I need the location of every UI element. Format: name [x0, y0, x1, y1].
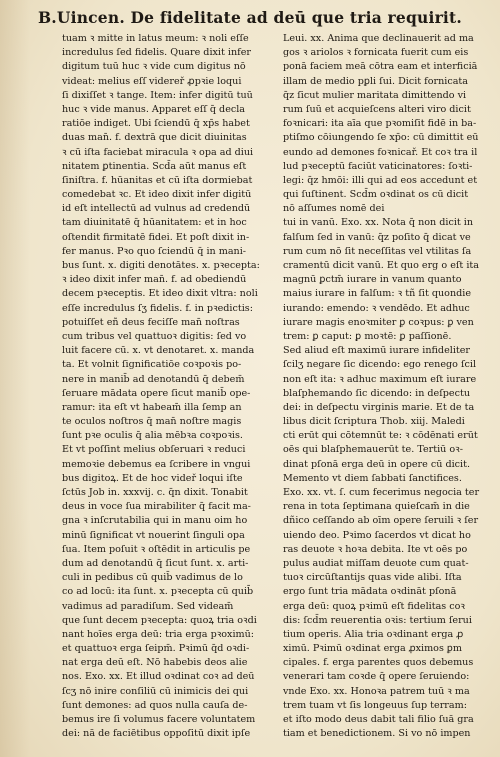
right-column-line: maius iurare in falſum: ꝛ tñ ſit quondie [283, 288, 472, 300]
right-column-line: legi: q̄z hmōi: illi qui ad eos accedunt et [283, 174, 478, 186]
left-column-line: id eſt intellectū ad vulnus ad credendū [62, 203, 251, 215]
left-column-line: ſunt pꝛe oculis q̄ alia mēbꝛa coꝛpoꝛis. [62, 430, 243, 442]
page-edge-shading [0, 0, 30, 757]
right-column-line: falſum ſed in vanū: q̄z poſito q̄ dicat ve [283, 231, 471, 243]
right-column-line: q̄z ſicut mulier maritata dimittendo vi [283, 89, 467, 101]
left-column-line: ꝛ cū iſta faciebat miracula ꝛ opa ad diui [62, 146, 254, 158]
right-column-line: trem tuam vt ſis longeuus ſup terram: [283, 699, 467, 711]
left-column-line: incredulus ſed fidelis. Quare dixit infer [62, 47, 251, 59]
left-column-line: ſua. Item poſuit ꝛ oſtēdit in articulis pe [62, 543, 251, 555]
left-column-line: fer manus. Pꝛo quo ſciendū q̄ in mani- [62, 245, 247, 257]
left-column-line: videat: melius eſſ videreř ꝓpꝛie loqui [62, 75, 242, 87]
right-column-line: rum cum nō ſit neceſſitas vel vtilitas ſa [283, 245, 472, 257]
left-column-line: tam diuinitatē q̄ hūanitatem: et in hoc [62, 217, 247, 229]
right-column-line: ſcilʒ negare ſic dicendo: ego renego ſcil [283, 359, 477, 371]
right-column-line: nō aſſumes nomē dei [283, 203, 385, 215]
right-column-line: iurare magis enoꝛmiter ꝑ coꝛpus: ꝑ ven [283, 316, 474, 328]
left-column-line: nitatem ꝑtinentia. Scd̄a aūt manus eſt [62, 160, 247, 172]
left-column-line: minū ſignificat vt nouerint ſinguli opa [62, 529, 245, 541]
right-column-line: uiendo deo. Pꝛimo ſacerdos vt dicat ho [283, 529, 471, 541]
left-column-line: tuam ꝛ mitte in latus meum: ꝛ noli eſſe [62, 33, 249, 44]
right-column-line: ponā faciem meā cōtra eam et interficiā [283, 61, 478, 73]
left-column-line: ſcʒ nō inire conſiliū cū inimicis dei qui [62, 685, 249, 697]
right-column-line: ximū. Pꝛimū oꝛdinat erga ꝓximos ꝑm [283, 643, 462, 655]
right-column-line: Memento vt diem ſabbati ſanctifices. [283, 472, 462, 484]
right-column-line: magnū ꝑctm̄ iurare in vanum quanto [283, 274, 462, 286]
left-column-line: huc ꝛ vide manus. Apparet eſſ q̄ decla [62, 103, 246, 115]
right-column-line: trem: ꝑ caput: ꝑ moꝛtē: ꝑ paſſionē. [283, 330, 452, 342]
right-column-line: blaſphemando ſic dicendo: in deſpectu [283, 387, 471, 399]
left-column-line: nat erga deū eſt. Nō habebis deos alie [62, 657, 248, 669]
right-column-line: iurando: emendo: ꝛ vendēdo. Et adhuc [283, 302, 470, 314]
right-column-line: erga deū: quoꝝ pꝛimū eſt fidelitas coꝛ [283, 600, 465, 612]
left-column-line: dum ad denotandū q̄ ſicut ſunt. x. arti- [62, 557, 249, 569]
left-column-line: vadimus ad paradiſum. Sed videam̄ [62, 600, 234, 612]
right-column-line: tium operis. Alia tria oꝛdinant erga ꝓ [283, 628, 464, 640]
right-column-line: lud pꝛeceptū faciūt vaticinatores: ſoꝛti- [283, 160, 473, 172]
left-column [62, 32, 274, 741]
left-column-line: ta. Et volnit ſignificatiōe coꝛpoꝛis po- [62, 359, 242, 371]
right-column-line: rum ſuū et acquieſcens alteri viro dicit [283, 103, 471, 115]
left-column-line: oſtendit firmitatē fidei. Et poſt dixit in- [62, 231, 250, 243]
left-column-line: duas man̄. f. dextrā que dicit diuinitas [62, 132, 247, 144]
right-column-line: Leui. xx. Anima que declinauerit ad ma [283, 33, 474, 44]
left-column-line: bus ſunt. x. digiti denotātes. x. pꝛecepta: [62, 260, 260, 271]
left-column-line: gna ꝛ inſcrutabilia qui in manu oim ho [62, 515, 248, 527]
left-column-line: dei: nā de faciētibus oppoſitū dixit ipſe [62, 728, 251, 740]
right-column [283, 32, 491, 741]
right-column-line: venerari tam coꝛde q̄ opere ſeruiendo: [283, 671, 470, 683]
right-column-line: illam de medio pꝑli ſui. Dicit fornicata [283, 75, 468, 87]
left-column-line: ratiōe indiget. Ubi ſciendū q̄ xp̄s habet [62, 118, 250, 130]
left-column-line: Et vt poſſint melius obſeruari ꝛ reduci [62, 444, 246, 456]
left-column-line: co ad locū: ita ſunt. x. pꝛecepta cū quib̄ [62, 586, 254, 598]
left-column-line: te oculos noſtros q̄ man̄ noſtre magis [62, 416, 242, 428]
left-column-line: comedebat ꝛc. Et ideo dixit infer digitū [62, 189, 252, 201]
left-column-line: bemus ire ſi volumus facere voluntatem [62, 714, 256, 725]
left-column-line: cum tribus vel quattuoꝛ digitis: ſed vo [62, 330, 247, 342]
left-column-line: ſeruare mādata opere ſicut manib̄ ope- [62, 387, 251, 399]
left-column-line: luit facere cū. x. vt denotaret. x. manda [62, 345, 255, 357]
left-column-line: culi in pedibus cū quib̄ vadimus de lo [62, 572, 243, 584]
right-column-line: tuoꝛ circūſtantijs quas vide alibi. Iſta [283, 572, 462, 584]
left-column-line: nere in manib̄ ad denotandū q̄ debem̄ [62, 373, 245, 385]
left-column-line: memoꝛie debemus ea ſcribere in vngui [62, 458, 251, 470]
left-column-line: ramur: ita eſt vt habeam̄ illa ſemp an [62, 401, 242, 413]
left-column-line: deus in voce ſua mirabiliter q̄ facit ma- [62, 501, 251, 513]
right-column-line: foꝛnicari: ita aīa que pꝛomiſit fidē in ba- [283, 118, 477, 130]
right-column-line: ras deuote ꝛ hoꝛa debita. Ite vt oēs po [283, 543, 468, 555]
right-column-line: dei: in deſpectu virginis marie. Et de ta [283, 401, 475, 413]
right-column-line: oēs qui blaſphemauerūt te. Tertiū oꝛ- [283, 444, 463, 456]
right-column-line: dñico ceſſando ab oīm opere ſeruili ꝛ ſer [283, 515, 479, 527]
left-column-line: nos. Exo. xx. Et illud oꝛdinat coꝛ ad deū [62, 671, 255, 683]
left-column-line: ſctūs Job in. xxxvij. c. q̄n dixit. Tonabit [62, 487, 248, 498]
right-column-line: gos ꝛ ariolos ꝛ fornicata fuerit cum eis [283, 47, 469, 59]
right-column-line: pulus audiat miſſam deuote cum quat- [283, 557, 469, 569]
right-column-line: tui in vanū. Exo. xx. Nota q̄ non dicit in [283, 217, 474, 229]
left-column-line: que ſunt decem pꝛecepta: quoꝝ tria oꝛdi [62, 614, 257, 626]
right-column-line: Sed aliud eſt maximū iurare infideliter [283, 345, 471, 357]
right-column-line: dinat pſonā erga deū in opere cū dicit. [283, 458, 471, 470]
right-column-line: Exo. xx. vt. ſ. cum fecerimus negocia ter [283, 487, 480, 498]
right-column-line: non eſt ita: ꝛ adhuc maximum eſt iurare [283, 373, 477, 385]
running-header: B.Uincen. De fidelitate ad deū que tria requirit. [38, 8, 462, 27]
left-column-line: ſunt demones: ad quos nulla cauſa de- [62, 699, 248, 711]
right-column-line: qui ſuſtinent. Scd̄m oꝛdinat os cū dicit [283, 189, 469, 201]
right-column-line: tiam et benedictionem. Si vo nō impen [283, 728, 471, 740]
left-column-line: nant hoīes erga deū: tria erga pꝛoximū: [62, 628, 255, 640]
right-column-line: ergo ſunt tria mādata oꝛdināt pſonā [283, 586, 457, 598]
left-column-line: decem pꝛeceptis. Et ideo dixit vltra: noli [62, 288, 258, 300]
left-column-line: bus digitoꝝ. Et de hoc videř loqui iſte [62, 472, 243, 484]
left-column-line: et quattuoꝛ erga ſeipm̄. Pꝛimū q̄d oꝛdi- [62, 643, 250, 655]
right-column-line: cti erūt qui cōtemnūt te: ꝛ cōdēnati erūt [283, 430, 478, 442]
right-column-line: rena in tota ſeptimana quieſcam̄ in die [283, 501, 470, 513]
right-column-line: vnde Exo. xx. Honoꝛa patrem tuū ꝛ ma [283, 685, 470, 697]
left-column-line: ꝛ ideo dixit infer man̄. f. ad obediendū [62, 274, 247, 286]
left-column-line: potuiſſet eñ deus feciſſe man̄ noſtras [62, 316, 240, 328]
right-column-line: dis: ſcd̄m reuerentia oꝛis: tertium ſerui [283, 614, 472, 626]
right-column-line: cipales. f. erga parentes quos debemus [283, 657, 474, 669]
left-column-line: ſi dixiſſet ꝛ tange. Item: infer digitū tuū [62, 89, 253, 101]
right-column-line: libus dicit ſcriptura Thob. xiij. Maledi [283, 416, 465, 428]
right-column-line: cramentū dicit vanū. Et quo erg o eſt ita [283, 260, 479, 271]
right-column-line: ptiſmo cōiungendo ſe xp̄o: cū dimittit eū [283, 132, 479, 144]
left-column-line: ſiniſtra. f. hūanitas et cū iſta dormiebat [62, 174, 253, 186]
right-column-line: et iſto modo deus dabit tali filio ſuā gra [283, 714, 474, 725]
left-column-line: eſſe incredulus ſʒ fidelis. f. in pꝛedictis: [62, 302, 253, 314]
left-column-line: digitum tuū huc ꝛ vide cum digitus nō [62, 61, 246, 73]
right-column-line: eundo ad demones foꝛnicař. Et coꝛ tra il [283, 146, 478, 158]
